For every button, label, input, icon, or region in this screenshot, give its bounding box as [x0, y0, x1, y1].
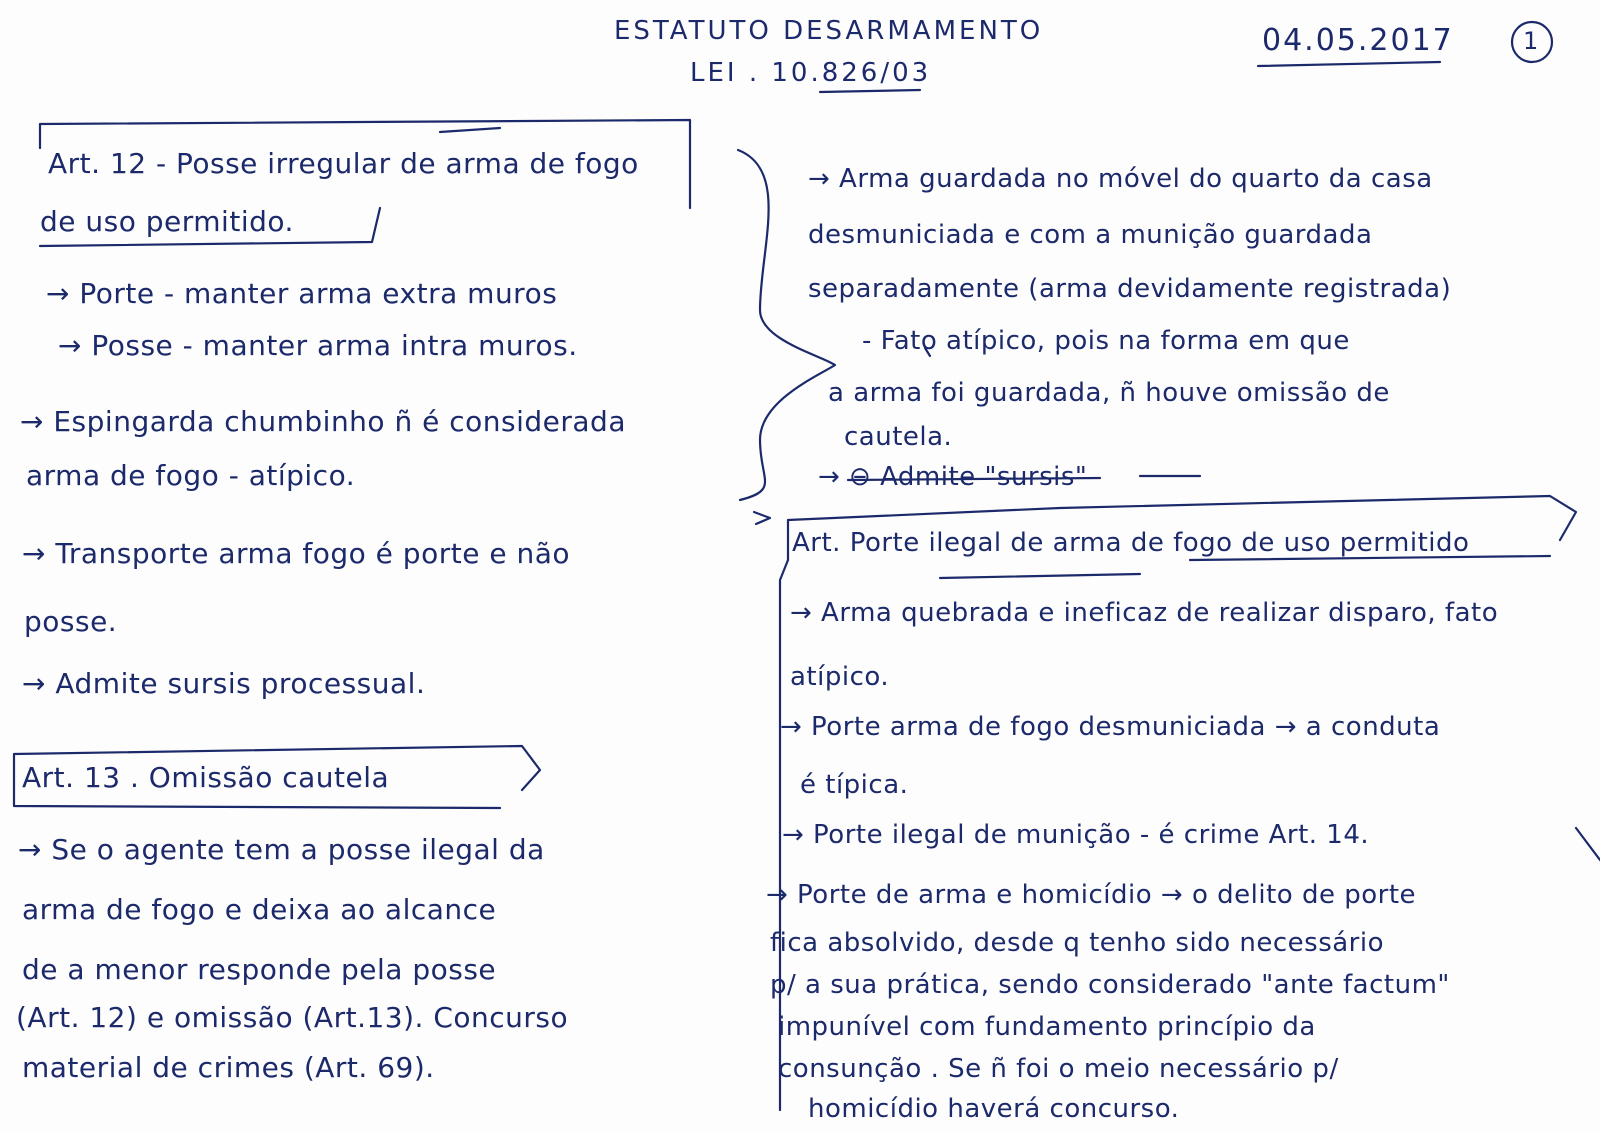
note-line: → Arma guardada no móvel do quarto da casa — [808, 164, 1433, 194]
note-line: → Transporte arma fogo é porte e não — [22, 537, 570, 570]
art12-heading-line1: Art. 12 - Posse irregular de arma de fogo — [48, 147, 639, 180]
note-line: → Posse - manter arma intra muros. — [58, 329, 578, 362]
note-line: → Espingarda chumbinho ñ é considerada — [20, 405, 626, 438]
note-line: → Porte arma de fogo desmuniciada → a conduta — [780, 712, 1441, 742]
note-line: desmuniciada e com a munição guardada — [808, 220, 1373, 250]
law-number: LEI . 10.826/03 — [690, 58, 932, 88]
note-line: posse. — [24, 605, 118, 638]
date-underline — [1258, 62, 1440, 66]
note-line: de a menor responde pela posse — [22, 953, 497, 986]
note-line: arma de fogo e deixa ao alcance — [22, 893, 497, 926]
note-line: a arma foi guardada, ñ houve omissão de — [828, 378, 1390, 408]
note-line: → Admite sursis processual. — [22, 667, 426, 700]
note-line: impunível com fundamento princípio da — [778, 1012, 1316, 1042]
note-line: → Porte ilegal de munição - é crime Art. 14. — [782, 820, 1370, 850]
note-line: consunção . Se ñ foi o meio necessário p/ — [778, 1054, 1339, 1084]
note-line: é típica. — [800, 770, 909, 800]
note-line: → Arma quebrada e ineficaz de realizar disparo, fato — [790, 598, 1499, 628]
note-line: homicídio haverá concurso. — [808, 1094, 1180, 1124]
note-line: fica absolvido, desde q tenho sido necessário — [770, 928, 1384, 958]
note-line: (Art. 12) e omissão (Art.13). Concurso — [16, 1001, 569, 1034]
art12-heading-line2: de uso permitido. — [40, 205, 294, 238]
document-title: ESTATUTO DESARMAMENTO — [614, 16, 1044, 46]
note-line: → Se o agente tem a posse ilegal da — [18, 833, 545, 866]
note-line: arma de fogo - atípico. — [26, 459, 356, 492]
note-line: → Porte - manter arma extra muros — [46, 277, 558, 310]
note-line: - Fato atípico, pois na forma em que — [862, 326, 1350, 356]
date: 04.05.2017 — [1262, 23, 1454, 58]
page-number: 1 — [1523, 27, 1539, 55]
note-line: cautela. — [844, 422, 953, 452]
note-line: → ⊖ Admite "sursis" — [818, 462, 1088, 492]
curly-brace — [738, 150, 835, 500]
art14-heading: Art. Porte ilegal de arma de fogo de uso permitido — [792, 528, 1470, 558]
note-line: p/ a sua prática, sendo considerado "ante factum" — [770, 970, 1450, 1000]
law-underline — [820, 90, 920, 92]
note-line: material de crimes (Art. 69). — [22, 1051, 435, 1084]
note-line: separadamente (arma devidamente registrada) — [808, 274, 1452, 304]
note-line: → Porte de arma e homicídio → o delito de porte — [766, 880, 1417, 910]
note-line: atípico. — [790, 662, 890, 692]
art13-heading: Art. 13 . Omissão cautela — [22, 761, 390, 794]
